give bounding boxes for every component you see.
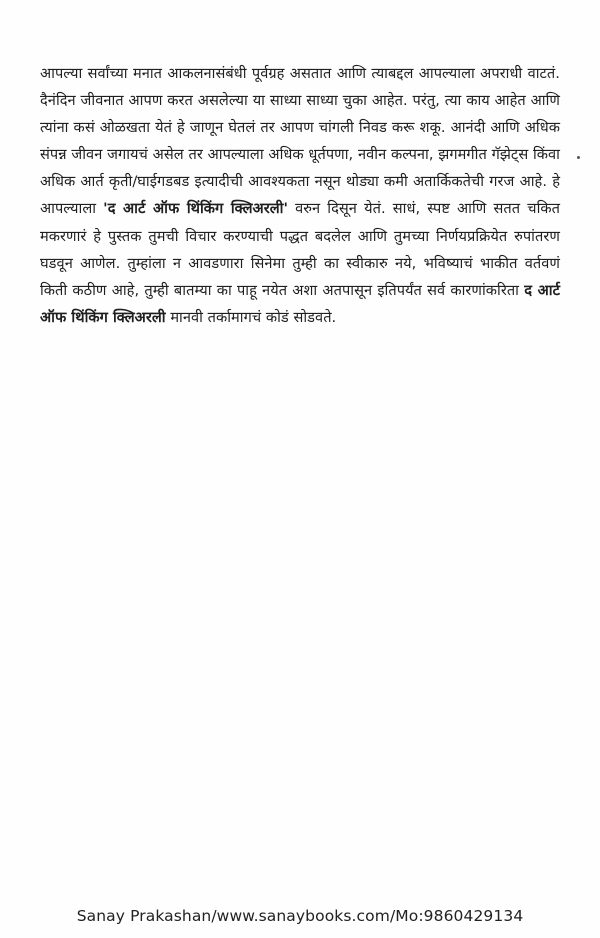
ink-speck	[577, 156, 580, 159]
book-title-emphasis: द आर्ट ऑफ थिंकिंग क्लिअरली	[40, 281, 560, 326]
blurb-text-segment: मानवी तर्कामागचं कोडं सोडवते.	[165, 308, 337, 326]
publisher-footer: Sanay Prakashan/www.sanaybooks.com/Mo:9860429134	[76, 907, 524, 925]
blurb-paragraph	[40, 60, 560, 331]
book-title-emphasis: 'द आर्ट ऑफ थिंकिंग क्लिअरली'	[103, 200, 288, 218]
blurb-text-segment: आपल्या सर्वांच्या मनात आकलनासंबंधी पूर्वग्रह असतात आणि त्याबद्दल आपल्याला अपराधी वाटतं. दैनंदिन जीवनात आपण करत असलेल्या या साध्या साध्या चुका आहेत. परंतु, त्या काय आहेत आणि त्यांना कसं ओळखता येतं हे जाणून घेतलं तर आपण चांगली निवड करू शकू. आनंदी आणि अधिक संपन्न जीवन जगायचं असेल तर आपल्याला अधिक धूर्तपणा, नवीन कल्पना, झगमगीत गॅझेट्स किंवा अधिक आर्त कृती/घाईगडबड इत्यादीची आवश्यकता नसून थोड्या कमी अतार्किकतेची गरज आहे. हे आपल्याला	[40, 65, 560, 218]
blurb-text-segment: वरुन दिसून येतं. साधं, स्पष्ट आणि सतत चकित मकरणारं हे पुस्तक तुमची विचार करण्याची पद्धत बदलेल आणि तुमच्या निर्णयप्रक्रियेत रुपांतरण घडवून आणेल. तुम्हांला न आवडणारा सिनेमा तुम्ही का स्वीकारु नये, भविष्याचं भाकीत वर्तवणं किती कठीण आहे, तुम्ही बातम्या का पाहू नयेत अशा अतपासून इतिपर्यंत सर्व कारणांकरिता	[40, 200, 561, 299]
